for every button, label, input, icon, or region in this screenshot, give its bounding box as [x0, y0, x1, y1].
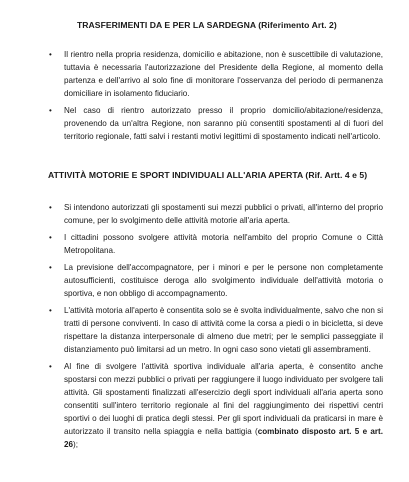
list-item — [49, 261, 383, 300]
legal-reference: combinato disposto art. 5 e art. 26 — [64, 427, 383, 449]
list-item-text: Al fine di svolgere l'attività sportiva individuale all'aria aperta, è consentito anche spostarsi con mezzi pubblici o privati per raggiungere il luogo individuato per svolgere tali attività. Gli spostamenti finalizzati all'esercizio degli sport individuali all'aria aperta sono consentiti sull'intero territorio regionale al fini del raggiungimento dei rispettivi centri sportivi o dei luoghi di pratica degli stessi. Per gli sport individuali da praticarsi in mare è autorizzato il transito nella spiaggia e nella battigia ( — [64, 362, 383, 436]
list-item — [49, 304, 383, 356]
list-item — [49, 201, 383, 227]
bullet-icon: • — [49, 263, 52, 272]
bullet-icon: • — [49, 233, 52, 242]
bullet-icon: • — [49, 203, 52, 212]
bullet-icon: • — [49, 106, 52, 115]
list-item — [49, 104, 383, 143]
list-item — [49, 231, 383, 257]
list-item-text: L'attività motoria all'aperto è consentita solo se è svolta individualmente, salvo che non si tratti di persone conviventi. In caso di attività come la corsa a piedi o in bicicletta, si deve rispettare la distanza interpersonale di almeno due metri; per le semplici passeggiate il distanziamento può limitarsi ad un metro. In ogni caso sono vietati gli assembramenti. — [64, 306, 383, 354]
list-item-text-end: ); — [73, 440, 78, 449]
section-title-sardegna: TRASFERIMENTI DA E PER LA SARDEGNA (Riferimento Art. 2) — [77, 20, 337, 30]
bullet-icon: • — [49, 362, 52, 371]
sardegna-bullet-list — [48, 48, 383, 143]
list-item — [49, 360, 383, 451]
bullet-icon: • — [49, 306, 52, 315]
list-item-text: Si intendono autorizzati gli spostamenti sui mezzi pubblici o privati, all'interno del proprio comune, per lo svolgimento delle attività motorie all'aria aperta. — [64, 203, 383, 225]
list-item — [49, 48, 383, 100]
attivita-bullet-list — [48, 201, 383, 451]
list-item-text: La previsione dell'accompagnatore, per i minori e per le persone non completamente autosufficienti, costituisce deroga allo svolgimento individuale dell'attività motoria o sportiva, e non obbligo di accompagnamento. — [64, 263, 383, 298]
list-item-text: Il rientro nella propria residenza, domicilio e abitazione, non è suscettibile di valutazione, tuttavia è necessaria l'autorizzazione del Presidente della Regione, al momento della partenza e dell'arrivo al solo fine di monitorare l'osservanza del periodo di permanenza domiciliare in isolamento fiduciario. — [64, 50, 383, 98]
list-item-text: I cittadini possono svolgere attività motoria nell'ambito del proprio Comune o Città Metropolitana. — [64, 233, 383, 255]
section-title-attivita-motorie: ATTIVITÀ MOTORIE E SPORT INDIVIDUALI ALL'ARIA APERTA (Rif. Artt. 4 e 5) — [48, 170, 368, 180]
bullet-icon: • — [49, 50, 52, 59]
list-item-text: Nel caso di rientro autorizzato presso il proprio domicilio/abitazione/residenza, provenendo da un'altra Regione, non saranno più consentiti spostamenti al di fuori del territorio regionale, fatti salvi i restanti motivi legittimi di spostamento indicati nell'articolo. — [64, 106, 383, 141]
